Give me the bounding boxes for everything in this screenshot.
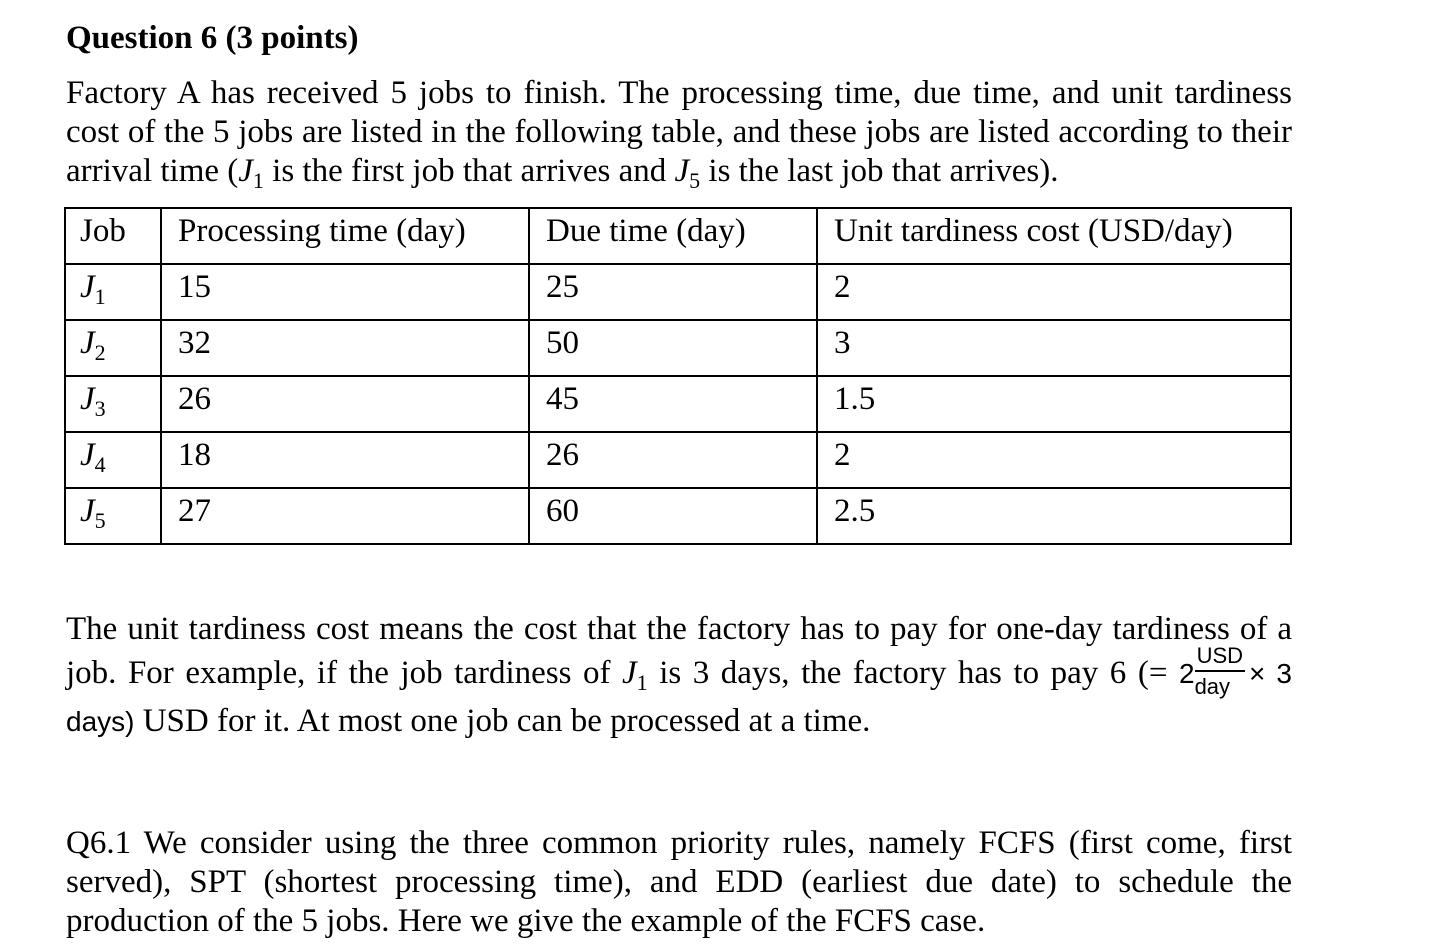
header-unit-tardiness-cost: Unit tardiness cost (USD/day) [817,208,1291,264]
explanation-text-b: is 3 days, the factory has to pay 6 (= [647,655,1168,692]
cost-cell: 2 [817,264,1291,320]
question-title: Question 6 (3 points) [66,20,359,56]
jobs-table [64,207,1292,545]
due-cell: 45 [529,376,817,432]
j1-symbol: $J_1$ [238,153,264,193]
due-cell: 50 [529,320,817,376]
job-cell: $J_4$ [65,432,161,488]
cost-cell: 2 [817,432,1291,488]
intro-paragraph [66,74,1292,191]
due-cell: 26 [529,432,817,488]
usd-per-day-fraction: $\frac{\text{USD}}{\text{day}}$ [1194,643,1244,699]
table-row [65,320,1291,376]
explanation-text-c: USD for it. At most one job can be processed at a time. [134,703,871,739]
intro-text-b: is the first job that arrives and [263,153,675,189]
cost-cell: 3 [817,320,1291,376]
cost-cell: 1.5 [817,376,1291,432]
job-cell: $J_5$ [65,488,161,544]
times-three-days: × 3 days) [66,658,1293,737]
q61-paragraph: Q6.1 We consider using the three common priority rules, namely FCFS (first come, first served), SPT (shortest processing time), and EDD (earliest due date) to schedule the production of the 5 jobs. Here we give the example of the FCFS case. [66,825,1292,939]
processing-cell: 32 [161,320,529,376]
cost-coefficient: 2 [1178,658,1195,690]
j5-symbol: $J_5$ [674,153,701,193]
due-cell: 60 [529,488,817,544]
explanation-paragraph [66,610,1292,741]
job-cell: $J_1$ [65,264,161,320]
processing-cell: 15 [161,264,529,320]
table-row [65,376,1291,432]
job-cell: $J_2$ [65,320,161,376]
processing-cell: 18 [161,432,529,488]
header-job: Job [65,208,161,264]
due-cell: 25 [529,264,817,320]
explanation-text-a: The unit tardiness cost means the cost that the factory has to pay for one-day tardiness of a job. For example, if the job tardiness of [66,611,1292,692]
processing-cell: 26 [161,376,529,432]
table-row [65,488,1291,544]
processing-cell: 27 [161,488,529,544]
table-row [65,432,1291,488]
intro-text-c: is the last job that arrives). [700,153,1059,189]
j1-symbol: $J_1$ [622,655,648,696]
table-header-row [65,208,1291,264]
intro-text-a: Factory A has received 5 jobs to finish. The processing time, due time, and unit tardiness cost of the 5 jobs are listed in the following table, and these jobs are listed according to their arrival time ( [66,75,1292,189]
cost-cell: 2.5 [817,488,1291,544]
header-processing-time: Processing time (day) [161,208,529,264]
table-row [65,264,1291,320]
header-due-time: Due time (day) [529,208,817,264]
job-cell: $J_3$ [65,376,161,432]
